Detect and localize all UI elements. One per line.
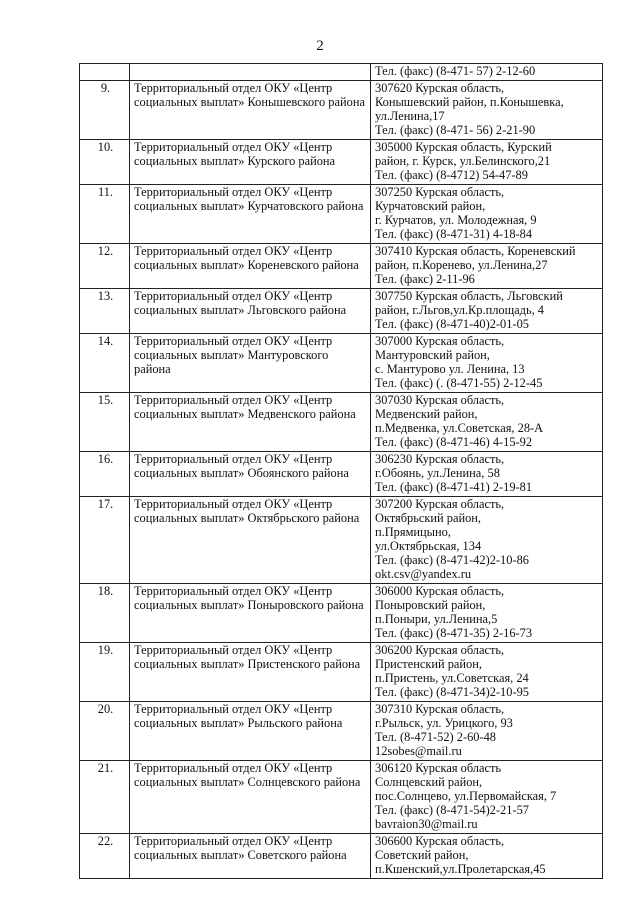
address-line: район, г.Льгов,ул.Кр.площадь, 4 (375, 303, 544, 317)
office-name: Территориальный отдел ОКУ «Центр социальных выплат» Поныровского района (134, 584, 364, 612)
address-line: 307620 Курская область, (375, 81, 505, 95)
address-line: Тел. (факс) (8-471-54)2-21-57 (375, 803, 529, 817)
office-name: Территориальный отдел ОКУ «Центр социальных выплат» Обоянского района (134, 452, 349, 480)
row-number: 9. (80, 81, 130, 140)
address-line: 12sobes@mail.ru (375, 744, 462, 758)
office-name-cell (130, 244, 371, 289)
table-row (80, 393, 603, 452)
offices-table-body (80, 64, 603, 879)
office-name-cell (130, 584, 371, 643)
office-name-cell (130, 702, 371, 761)
address-line: с. Мантурово ул. Ленина, 13 (375, 362, 525, 376)
address-line: г.Обоянь, ул.Ленина, 58 (375, 466, 500, 480)
address-line: 306120 Курская область (375, 761, 502, 775)
table-row (80, 64, 603, 81)
address-line: пос.Солнцево, ул.Первомайская, 7 (375, 789, 557, 803)
address-line: п.Поныри, ул.Ленина,5 (375, 612, 498, 626)
address-line: okt.csv@yandex.ru (375, 567, 472, 581)
office-name: Территориальный отдел ОКУ «Центр социальных выплат» Октябрьского района (134, 497, 360, 525)
office-address-cell (371, 393, 603, 452)
office-name-cell (130, 834, 371, 879)
address-line: район, п.Коренево, ул.Ленина,27 (375, 258, 548, 272)
row-number: 12. (80, 244, 130, 289)
office-name-cell (130, 64, 371, 81)
address-line: Тел. (факс) (8-471-42)2-10-86 (375, 553, 529, 567)
office-address-cell (371, 452, 603, 497)
table-row (80, 140, 603, 185)
table-row (80, 289, 603, 334)
address-line: Тел. (факс) (8-471- 56) 2-21-90 (375, 123, 536, 137)
address-line: bavraion30@mail.ru (375, 817, 478, 831)
address-line: Советский район, (375, 848, 469, 862)
office-name-cell (130, 334, 371, 393)
address-line: ул.Октябрьская, 134 (375, 539, 482, 553)
address-line: 305000 Курская область, Курский (375, 140, 552, 154)
office-name: Территориальный отдел ОКУ «Центр социальных выплат» Кореневского района (134, 244, 359, 272)
address-line: Тел. (факс) (8-471-40)2-01-05 (375, 317, 529, 331)
office-name-cell (130, 140, 371, 185)
office-address-cell (371, 497, 603, 584)
page-number: 2 (316, 38, 324, 54)
address-line: Мантуровский район, (375, 348, 490, 362)
table-row (80, 452, 603, 497)
address-line: г.Рыльск, ул. Урицкого, 93 (375, 716, 513, 730)
address-line: 307310 Курская область, (375, 702, 505, 716)
office-name-cell (130, 761, 371, 834)
address-line: 307250 Курская область, (375, 185, 505, 199)
address-line: Тел. (факс) (. (8-471-55) 2-12-45 (375, 376, 543, 390)
address-line: район, г. Курск, ул.Белинского,21 (375, 154, 551, 168)
row-number: 15. (80, 393, 130, 452)
address-line: Курчатовский район, (375, 199, 486, 213)
office-address-cell (371, 334, 603, 393)
row-number: 14. (80, 334, 130, 393)
address-line: ул.Ленина,17 (375, 109, 445, 123)
address-line: п.Кшенский,ул.Пролетарская,45 (375, 862, 546, 876)
table-row (80, 761, 603, 834)
address-line: 307200 Курская область, (375, 497, 505, 511)
office-name: Территориальный отдел ОКУ «Центр социальных выплат» Рыльского района (134, 702, 343, 730)
office-address-cell (371, 64, 603, 81)
address-line: 306230 Курская область, (375, 452, 505, 466)
address-line: Тел. (факс) (8-4712) 54-47-89 (375, 168, 528, 182)
address-line: Солнцевский район, (375, 775, 483, 789)
address-line: Пристенский район, (375, 657, 482, 671)
office-name-cell (130, 452, 371, 497)
table-row (80, 334, 603, 393)
address-line: Медвенский район, (375, 407, 478, 421)
row-number: 16. (80, 452, 130, 497)
office-name-cell (130, 81, 371, 140)
office-address-cell (371, 834, 603, 879)
address-line: Тел. (факс) (8-471-31) 4-18-84 (375, 227, 533, 241)
address-line: п.Прямицыно, (375, 525, 451, 539)
office-name: Территориальный отдел ОКУ «Центр социальных выплат» Пристенского района (134, 643, 361, 671)
office-name: Территориальный отдел ОКУ «Центр социальных выплат» Конышевского района (134, 81, 365, 109)
office-name-cell (130, 289, 371, 334)
table-row (80, 584, 603, 643)
address-line: п.Пристень, ул.Советская, 24 (375, 671, 529, 685)
row-number (80, 64, 130, 81)
row-number: 17. (80, 497, 130, 584)
office-address-cell (371, 244, 603, 289)
address-line: 307410 Курская область, Кореневский (375, 244, 576, 258)
address-line: Поныровский район, (375, 598, 486, 612)
row-number: 18. (80, 584, 130, 643)
table-row (80, 834, 603, 879)
office-name: Территориальный отдел ОКУ «Центр социальных выплат» Курчатовского района (134, 185, 364, 213)
row-number: 19. (80, 643, 130, 702)
office-name: Территориальный отдел ОКУ «Центр социальных выплат» Курского района (134, 140, 336, 168)
address-line: Тел. (факс) 2-11-96 (375, 272, 475, 286)
address-line: 307000 Курская область, (375, 334, 505, 348)
office-address-cell (371, 289, 603, 334)
address-line: Тел. (факс) (8-471-46) 4-15-92 (375, 435, 533, 449)
table-row (80, 702, 603, 761)
office-name: Территориальный отдел ОКУ «Центр социальных выплат» Льговского района (134, 289, 347, 317)
office-name-cell (130, 185, 371, 244)
address-line: 306200 Курская область, (375, 643, 505, 657)
table-row (80, 497, 603, 584)
office-address-cell (371, 584, 603, 643)
row-number: 11. (80, 185, 130, 244)
office-name-cell (130, 497, 371, 584)
address-line: 307750 Курская область, Льговский (375, 289, 563, 303)
address-line: 307030 Курская область, (375, 393, 505, 407)
office-address-cell (371, 643, 603, 702)
address-line: Тел. (факс) (8-471-35) 2-16-73 (375, 626, 533, 640)
row-number: 13. (80, 289, 130, 334)
office-address-cell (371, 81, 603, 140)
address-line: 306000 Курская область, (375, 584, 505, 598)
office-address-cell (371, 702, 603, 761)
office-name: Территориальный отдел ОКУ «Центр социальных выплат» Солнцевского района (134, 761, 361, 789)
address-line: Конышевский район, п.Конышевка, (375, 95, 564, 109)
office-name: Территориальный отдел ОКУ «Центр социальных выплат» Советского района (134, 834, 347, 862)
address-line: Тел. (факс) (8-471-41) 2-19-81 (375, 480, 533, 494)
address-line: п.Медвенка, ул.Советская, 28-А (375, 421, 544, 435)
office-address-cell (371, 185, 603, 244)
address-line: 306600 Курская область, (375, 834, 505, 848)
row-number: 10. (80, 140, 130, 185)
address-line: Тел. (8-471-52) 2-60-48 (375, 730, 496, 744)
address-line: Тел. (факс) (8-471-34)2-10-95 (375, 685, 529, 699)
table-row (80, 643, 603, 702)
row-number: 20. (80, 702, 130, 761)
table-row (80, 244, 603, 289)
office-name-cell (130, 643, 371, 702)
row-number: 21. (80, 761, 130, 834)
office-name: Территориальный отдел ОКУ «Центр социальных выплат» Мантуровского района (134, 334, 333, 376)
address-line: Октябрьский район, (375, 511, 482, 525)
office-address-cell (371, 140, 603, 185)
offices-table (79, 63, 603, 879)
address-line: г. Курчатов, ул. Молодежная, 9 (375, 213, 537, 227)
table-row (80, 81, 603, 140)
row-number: 22. (80, 834, 130, 879)
office-address-cell (371, 761, 603, 834)
address-line: Тел. (факс) (8-471- 57) 2-12-60 (375, 64, 536, 78)
office-name: Территориальный отдел ОКУ «Центр социальных выплат» Медвенского района (134, 393, 356, 421)
office-name-cell (130, 393, 371, 452)
table-row (80, 185, 603, 244)
